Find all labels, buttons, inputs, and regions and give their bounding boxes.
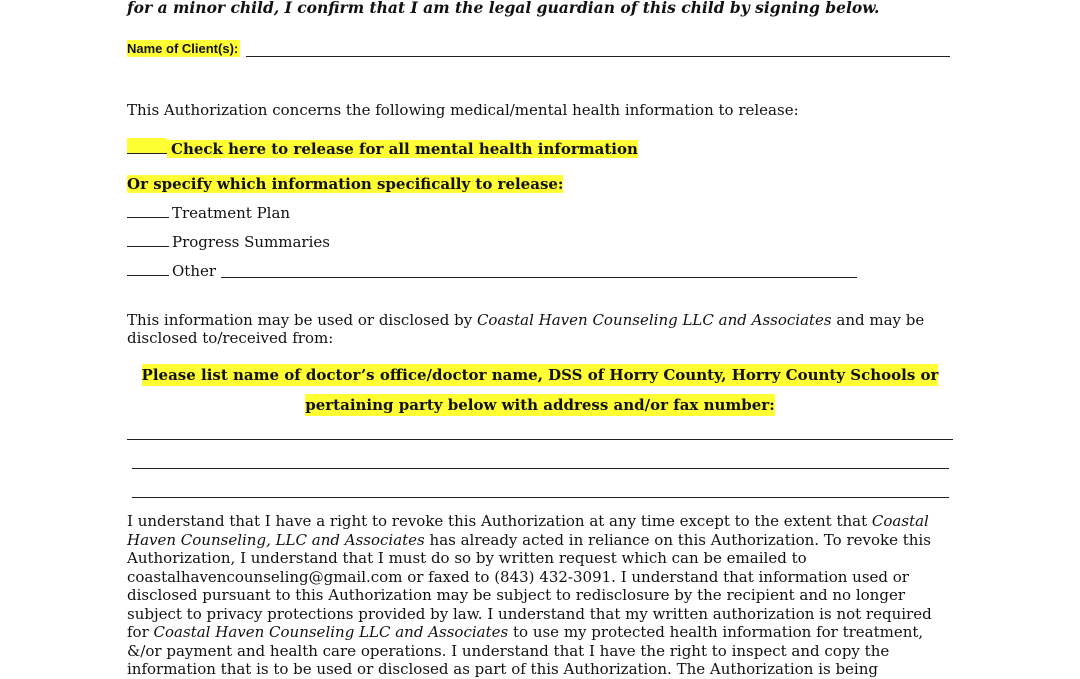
para-line: disclosed pursuant to this Authorization may be subject to redisclosure by the recipient and no longer xyxy=(127,586,905,604)
check-all-label: Check here to release for all mental health information xyxy=(167,140,638,158)
concerns-text: This Authorization concerns the following medical/mental health information to release: xyxy=(127,101,799,119)
recipient-line-3[interactable] xyxy=(132,497,949,498)
company-name: Coastal Haven Counseling LLC and Associates xyxy=(476,311,832,329)
check-all-blank[interactable] xyxy=(127,138,167,154)
recipient-line-2[interactable] xyxy=(132,468,949,469)
para-line xyxy=(127,623,953,642)
option-label: Treatment Plan xyxy=(172,204,291,222)
company-name: Haven Counseling, LLC and Associates xyxy=(127,530,425,549)
instruction-text: Please list name of doctor’s office/doctor name, DSS of Horry County, Horry County Schools or xyxy=(141,366,939,384)
option-other xyxy=(127,262,216,280)
option-label: Progress Summaries xyxy=(172,233,330,251)
disclosed-by-prefix: This information may be used or disclosed by xyxy=(127,311,473,329)
guardian-confirmation-text: for a minor child, I confirm that I am the legal guardian of this child by signing below. xyxy=(127,0,880,17)
company-name: Coastal Haven Counseling LLC and Associates xyxy=(153,623,509,641)
para-text: I understand that I have a right to revoke this Authorization at any time except to the extent that xyxy=(127,512,868,530)
treatment-plan-blank[interactable] xyxy=(127,217,169,218)
para-line: coastalhavencounseling@gmail.com or faxed to (843) 432-3091. I understand that information used or xyxy=(127,567,909,586)
para-line: Authorization, I understand that I must do so by written request which can be emailed to xyxy=(127,549,807,567)
disclosed-by-suffix: and may be xyxy=(836,311,925,329)
option-label: Other xyxy=(172,262,217,280)
instruction-line-1 xyxy=(0,366,1080,384)
para-line: subject to privacy protections provided by law. I understand that my written authorization is not required xyxy=(127,604,932,623)
revocation-paragraph xyxy=(127,512,953,679)
para-line xyxy=(127,531,953,550)
company-name: Coastal xyxy=(871,512,929,530)
specify-label: Or specify which information specifically to release: xyxy=(127,175,564,193)
client-name-label: Name of Client(s): xyxy=(127,41,239,56)
progress-summaries-blank[interactable] xyxy=(127,246,169,247)
instruction-text: pertaining party below with address and/or fax number: xyxy=(305,396,775,414)
disclosed-by-text xyxy=(127,311,924,329)
other-specify-field[interactable] xyxy=(221,277,857,278)
disclosed-to-text: disclosed to/received from: xyxy=(127,329,334,347)
instruction-line-2 xyxy=(0,396,1080,414)
other-blank[interactable] xyxy=(127,275,169,276)
para-line: &/or payment and health care operations. I understand that I have the right to inspect and copy the xyxy=(127,641,890,660)
recipient-line-1[interactable] xyxy=(127,439,953,440)
para-line xyxy=(127,512,953,531)
client-name-field[interactable] xyxy=(246,56,950,57)
option-progress-summaries xyxy=(127,233,330,251)
para-line: information that is to be used or disclosed as part of this Authorization. The Authorization is being xyxy=(127,660,878,678)
para-text: for xyxy=(127,623,149,641)
para-text: to use my protected health information for treatment, xyxy=(513,623,924,641)
para-text: has already acted in reliance on this Authorization. To revoke this xyxy=(429,530,931,549)
option-treatment-plan xyxy=(127,204,290,222)
check-all-row xyxy=(127,138,638,158)
